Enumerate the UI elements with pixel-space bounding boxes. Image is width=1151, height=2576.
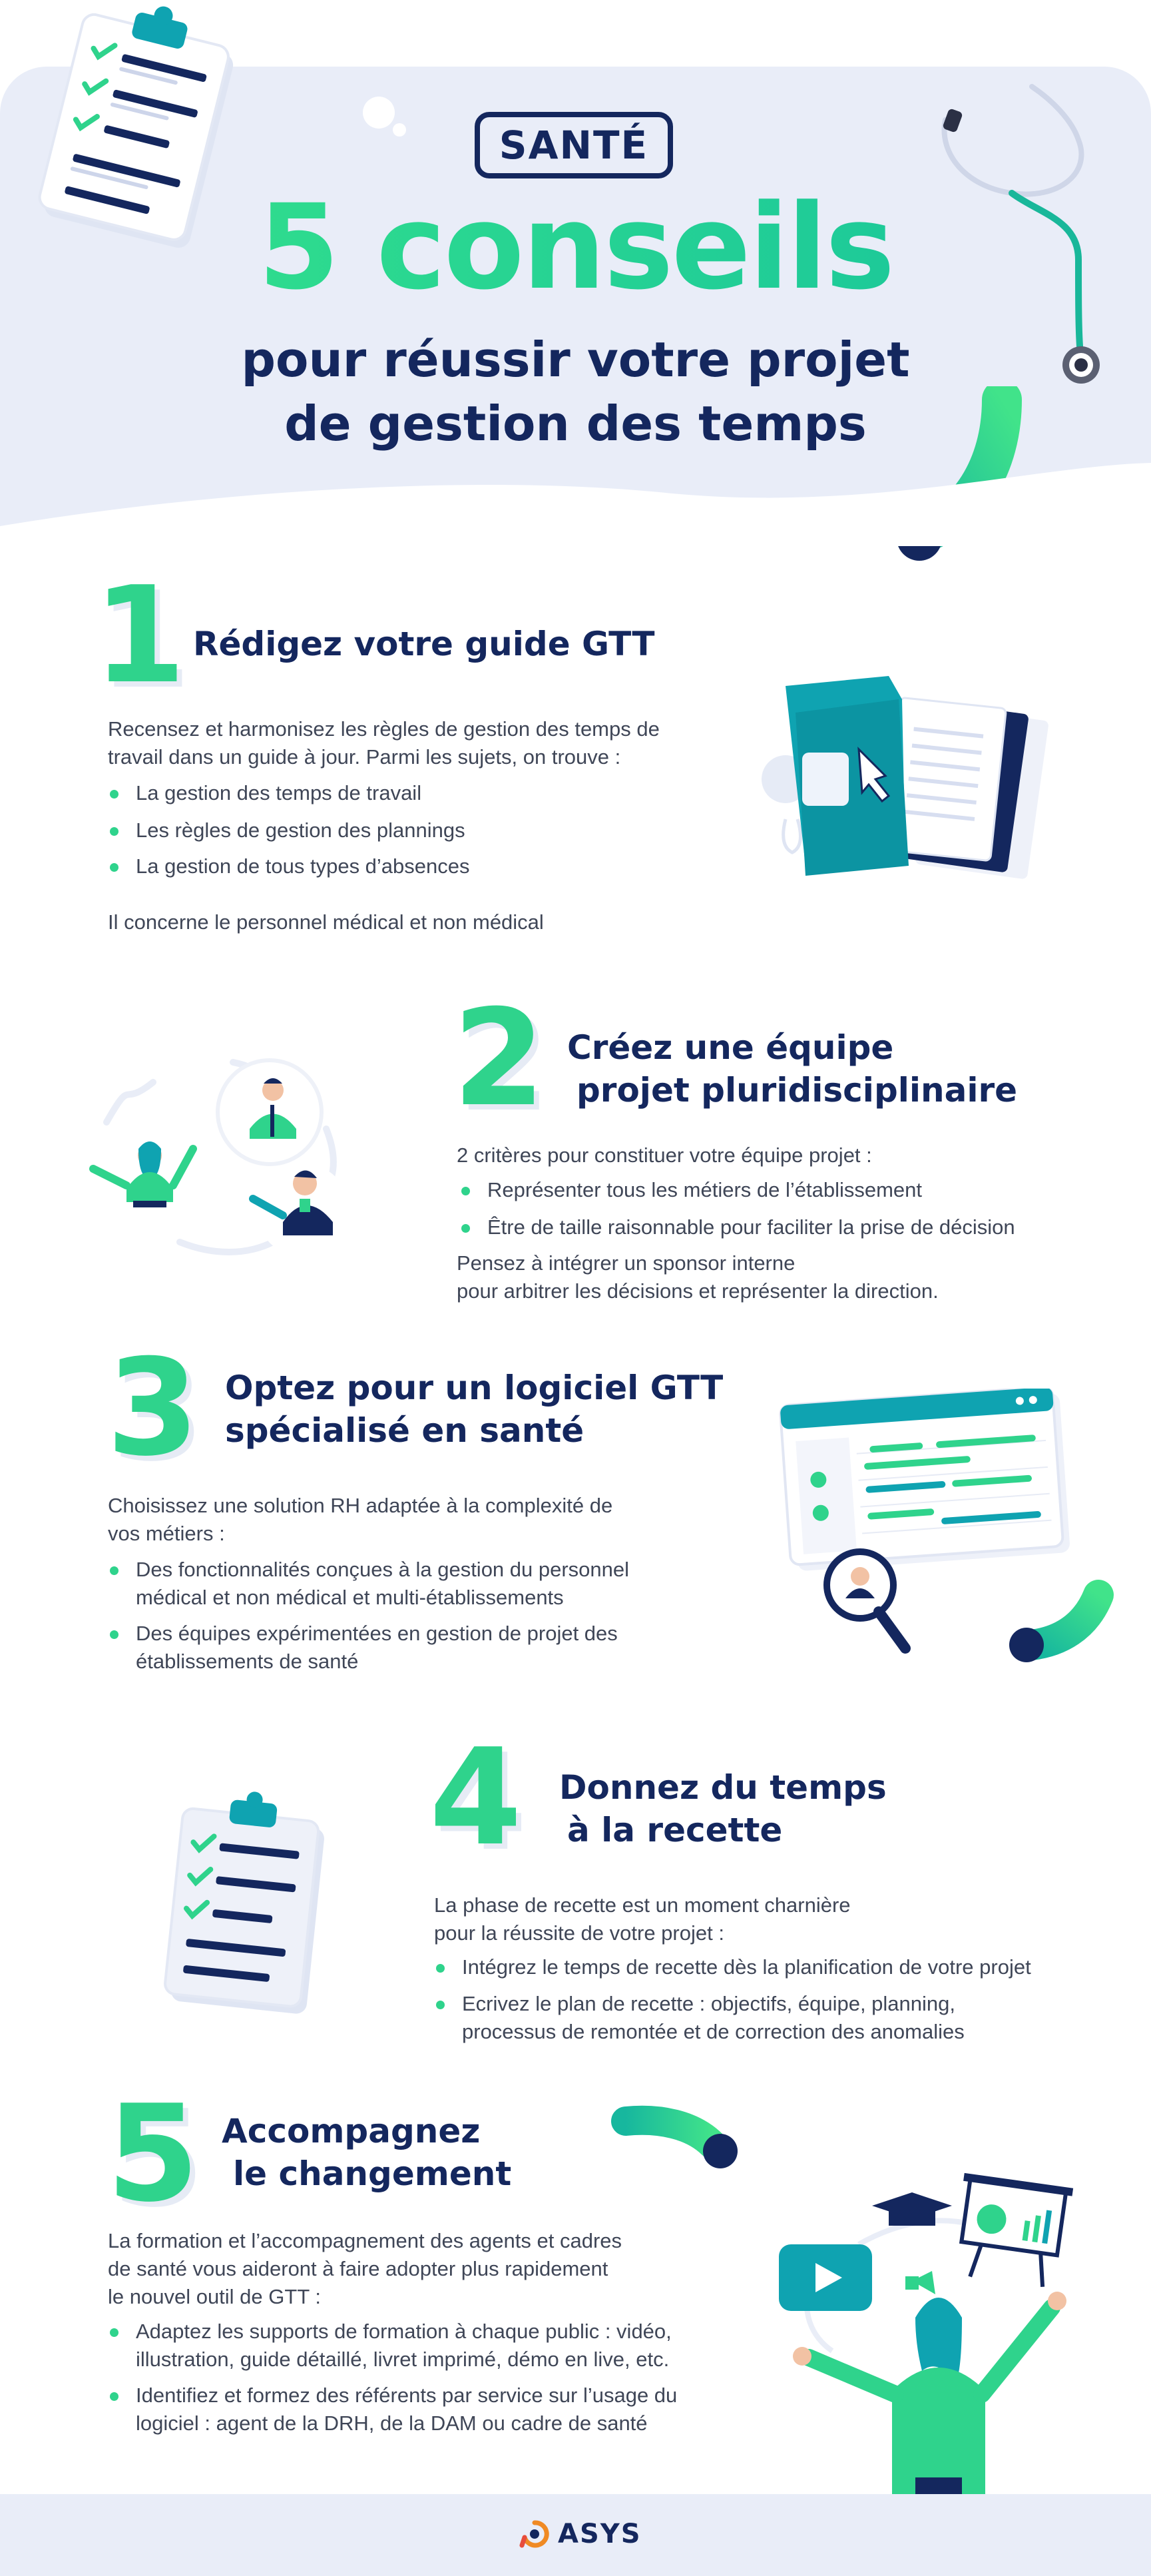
step-title: spécialisé en santé: [225, 1411, 584, 1450]
step-number: 4: [429, 1720, 523, 1875]
step-intro: [108, 2227, 740, 2311]
text-line: pour arbitrer les décisions et représenter la direction.: [457, 1279, 939, 1303]
bubble-decor: [363, 97, 395, 129]
subtitle-line: pour réussir votre projet: [241, 332, 910, 388]
page-title: 5 conseils: [0, 181, 1151, 314]
text-line: La formation et l’accompagnement des agents et cadres: [108, 2229, 622, 2252]
swoosh-decor: [606, 2098, 746, 2171]
text-line: établissements de santé: [136, 1650, 359, 1673]
step-title: Rédigez votre guide GTT: [193, 625, 655, 663]
category-badge: SANTÉ: [475, 112, 673, 178]
list-item: La gestion de tous types d’absences: [108, 852, 707, 880]
text-line: Choisissez une solution RH adaptée à la complexité de: [108, 1494, 613, 1517]
step-intro: [434, 1891, 1066, 1947]
text-line: La phase de recette est un moment charnière: [434, 1893, 851, 1917]
text-line: vos métiers :: [108, 1522, 225, 1545]
dashboard-icon: [779, 1389, 1125, 1668]
step-intro: 2 critères pour constituer votre équipe projet :: [457, 1143, 872, 1167]
text-line: travail dans un guide à jour. Parmi les sujets, on trouve :: [108, 745, 621, 769]
step-title: à la recette: [567, 1811, 783, 1849]
clipboard-icon: [150, 1785, 343, 2031]
team-icon: [80, 1036, 373, 1269]
step-title: le changement: [233, 2154, 512, 2193]
page-subtitle: [0, 328, 1151, 456]
step-outro: Il concerne le personnel médical et non médical: [108, 910, 544, 934]
step-number: 1: [93, 558, 186, 713]
text-line: le nouvel outil de GTT :: [108, 2285, 321, 2308]
list-item: [434, 1990, 1100, 2046]
list-item: Intégrez le temps de recette dès la planification de votre projet: [434, 1953, 1140, 1981]
step-title: Optez pour un logiciel GTT: [225, 1369, 724, 1407]
step-number: 5: [107, 2077, 200, 2232]
text-line: Ecrivez le plan de recette : objectifs, équipe, planning,: [462, 1992, 956, 2015]
text-line: processus de remontée et de correction des anomalies: [462, 2020, 965, 2043]
asys-logo-icon: [518, 2517, 551, 2551]
text-line: Des fonctionnalités conçues à la gestion du personnel: [136, 1558, 630, 1581]
list-item: Les règles de gestion des plannings: [108, 816, 707, 844]
text-line: Des équipes expérimentées en gestion de projet des: [136, 1622, 618, 1645]
text-line: de santé vous aideront à faire adopter plus rapidement: [108, 2257, 608, 2280]
text-line: Pensez à intégrer un sponsor interne: [457, 1251, 796, 1275]
step-intro: [108, 715, 747, 771]
text-line: médical et non médical et multi-établissements: [136, 1586, 564, 1609]
step-title: projet pluridisciplinaire: [576, 1071, 1018, 1110]
list-item: [108, 1556, 740, 1612]
subtitle-line: de gestion des temps: [284, 396, 867, 452]
step-intro: [108, 1492, 707, 1548]
step-outro: [457, 1249, 1089, 1305]
list-item: La gestion des temps de travail: [108, 779, 707, 807]
step-title: Créez une équipe: [567, 1028, 894, 1067]
footer-logo-text: ASYS: [558, 2519, 642, 2549]
list-item: Représenter tous les métiers de l’établissement: [459, 1176, 1125, 1204]
step-number: 3: [107, 1331, 200, 1486]
bubble-decor: [393, 123, 406, 137]
step-number: 2: [453, 981, 546, 1136]
text-line: illustration, guide détaillé, livret imprimé, démo en live, etc.: [136, 2348, 670, 2371]
text-line: Recensez et harmonisez les règles de gestion des temps de: [108, 717, 660, 741]
list-item: [108, 1620, 740, 1676]
list-item: Être de taille raisonnable pour faciliter la prise de décision: [459, 1213, 1132, 1241]
step-title: Accompagnez: [222, 2112, 481, 2150]
training-icon: [772, 2164, 1092, 2494]
step-title: Donnez du temps: [559, 1768, 887, 1807]
text-line: logiciel : agent de la DRH, de la DAM ou cadre de santé: [136, 2412, 648, 2435]
text-line: Adaptez les supports de formation à chaque public : vidéo,: [136, 2320, 672, 2343]
list-item: [108, 2318, 774, 2374]
text-line: Identifiez et formez des référents par service sur l’usage du: [136, 2384, 678, 2407]
list-item: [108, 2382, 774, 2437]
text-line: pour la réussite de votre projet :: [434, 1921, 724, 1945]
folder-icon: [746, 639, 1078, 906]
